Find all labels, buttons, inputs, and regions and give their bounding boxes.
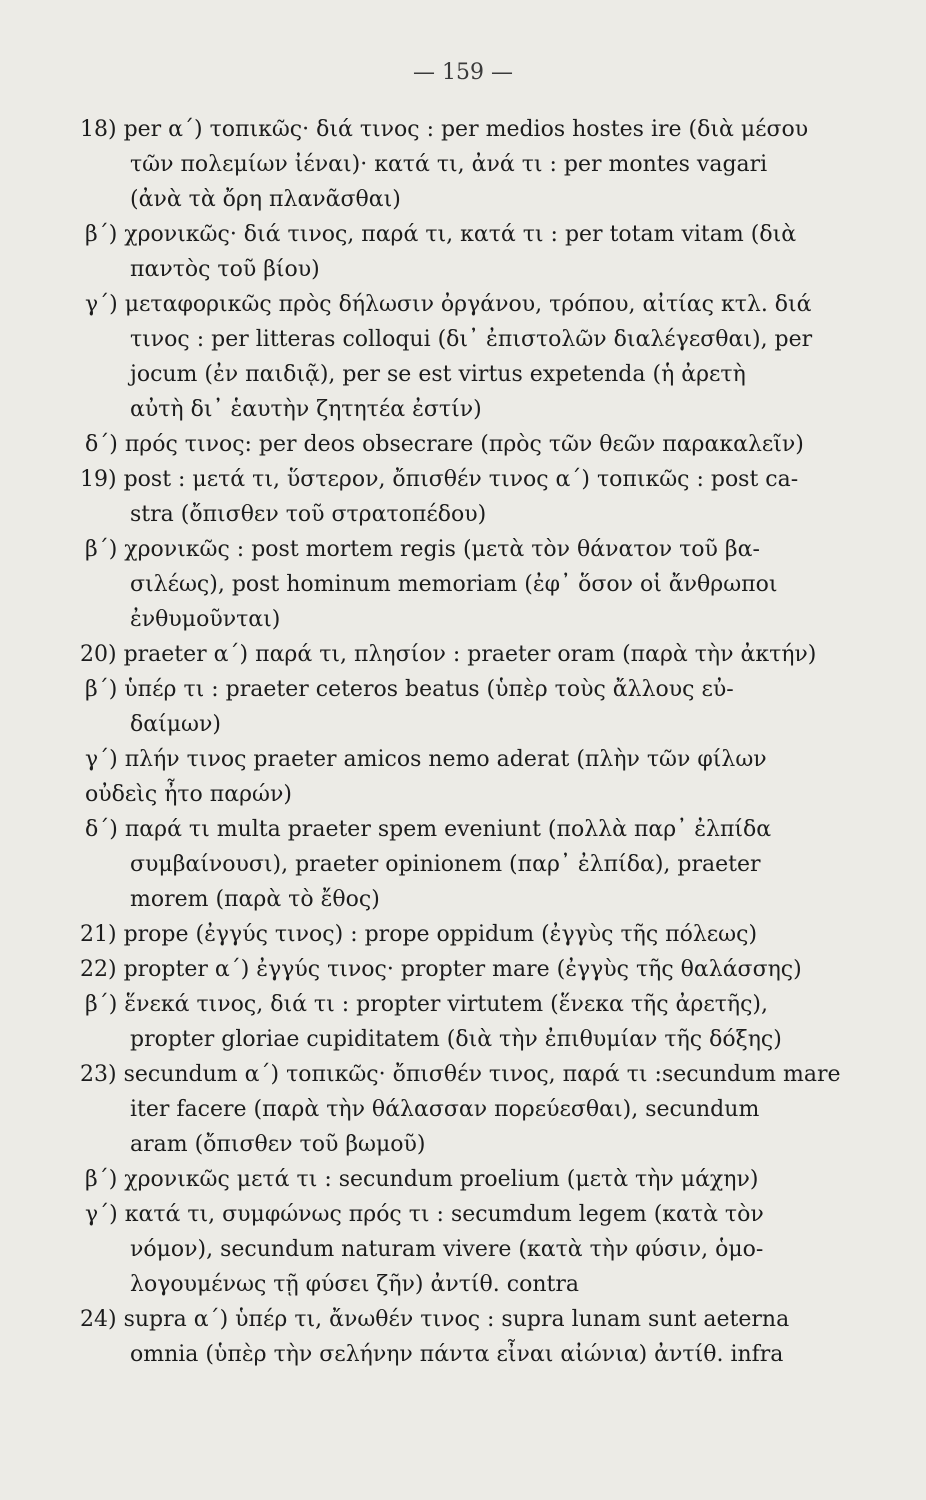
- text-line: propter gloriae cupiditatem (διὰ τὴν ἐπιθυμίαν τῆς δόξης): [130, 1027, 782, 1052]
- page-number: — 159 —: [413, 60, 513, 85]
- text-line: β΄) ἕνεκά τινος, διά τι : propter virtutem (ἕνεκα τῆς ἀρετῆς),: [85, 992, 768, 1017]
- text-line: jocum (ἐν παιδιᾷ), per se est virtus expetenda (ἡ ἀρετὴ: [130, 362, 746, 387]
- text-line: omnia (ὑπὲρ τὴν σελήνην πάντα εἶναι αἰώνια) ἀντίθ. infra: [130, 1342, 784, 1367]
- text-line: iter facere (παρὰ τὴν θάλασσαν πορεύεσθαι), secundum: [130, 1097, 760, 1122]
- text-line: 19) post : μετά τι, ὕστερον, ὄπισθέν τινος α΄) τοπικῶς : post ca-: [80, 467, 799, 492]
- text-line: morem (παρὰ τὸ ἔθος): [130, 887, 380, 912]
- text-line: γ΄) κατά τι, συμφώνως πρός τι : secumdum legem (κατὰ τὸν: [85, 1202, 764, 1227]
- text-line: β΄) ὑπέρ τι : praeter ceteros beatus (ὑπὲρ τοὺς ἄλλους εὐ-: [85, 677, 734, 702]
- text-line: 22) propter α΄) ἐγγύς τινος· propter mare (ἐγγὺς τῆς θαλάσσης): [80, 957, 802, 982]
- text-line: παντὸς τοῦ βίου): [130, 257, 320, 282]
- text-line: β΄) χρονικῶς· διά τινος, παρά τι, κατά τι : per totam vitam (διὰ: [85, 222, 797, 247]
- text-line: β΄) χρονικῶς μετά τι : secundum proelium (μετὰ τὴν μάχην): [85, 1167, 759, 1192]
- text-line: 24) supra α΄) ὑπέρ τι, ἄνωθέν τινος : supra lunam sunt aeterna: [80, 1307, 790, 1332]
- text-line: δ΄) παρά τι multa praeter spem eveniunt (πολλὰ παρ᾽ ἐλπίδα: [85, 817, 772, 842]
- text-line: ἐνθυμοῦνται): [130, 607, 281, 632]
- text-line: συμβαίνουσι), praeter opinionem (παρ᾽ ἐλπίδα), praeter: [130, 852, 761, 877]
- text-line: 20) praeter α΄) παρά τι, πλησίον : praeter oram (παρὰ τὴν ἀκτήν): [80, 642, 817, 667]
- text-line: δ΄) πρός τινος: per deos obsecrare (πρὸς τῶν θεῶν παρακαλεῖν): [85, 432, 804, 457]
- text-line: δαίμων): [130, 712, 221, 737]
- text-line: αὐτὴ δι᾽ ἑαυτὴν ζητητέα ἐστίν): [130, 397, 482, 422]
- text-line: τῶν πολεμίων ἰέναι)· κατά τι, ἀνά τι : per montes vagari: [130, 152, 768, 177]
- text-line: γ΄) μεταφορικῶς πρὸς δήλωσιν ὀργάνου, τρόπου, αἰτίας κτλ. διά: [85, 292, 812, 317]
- text-line: νόμον), secundum naturam vivere (κατὰ τὴν φύσιν, ὁμο-: [130, 1237, 764, 1262]
- text-line: (ἀνὰ τὰ ὄρη πλανᾶσθαι): [130, 187, 401, 212]
- text-line: 21) prope (ἐγγύς τινος) : prope oppidum (ἐγγὺς τῆς πόλεως): [80, 922, 758, 947]
- text-line: λογουμένως τῇ φύσει ζῆν) ἀντίθ. contra: [130, 1272, 579, 1297]
- text-line: 23) secundum α΄) τοπικῶς· ὄπισθέν τινος, παρά τι :secundum mare: [80, 1062, 841, 1087]
- text-line: stra (ὄπισθεν τοῦ στρατοπέδου): [130, 502, 487, 527]
- text-line: οὐδεὶς ἦτο παρών): [85, 782, 292, 807]
- text-line: γ΄) πλήν τινος praeter amicos nemo aderat (πλὴν τῶν φίλων: [85, 747, 767, 772]
- text-line: β΄) χρονικῶς : post mortem regis (μετὰ τὸν θάνατον τοῦ βα-: [85, 537, 760, 562]
- text-line: σιλέως), post hominum memoriam (ἐφ᾽ ὅσον οἱ ἄνθρωποι: [130, 572, 778, 597]
- text-line: τινος : per litteras colloqui (δι᾽ ἐπιστολῶν διαλέγεσθαι), per: [130, 327, 813, 352]
- text-line: 18) per α΄) τοπικῶς· διά τινος : per medios hostes ire (διὰ μέσου: [80, 117, 809, 142]
- text-line: aram (ὄπισθεν τοῦ βωμοῦ): [130, 1132, 426, 1157]
